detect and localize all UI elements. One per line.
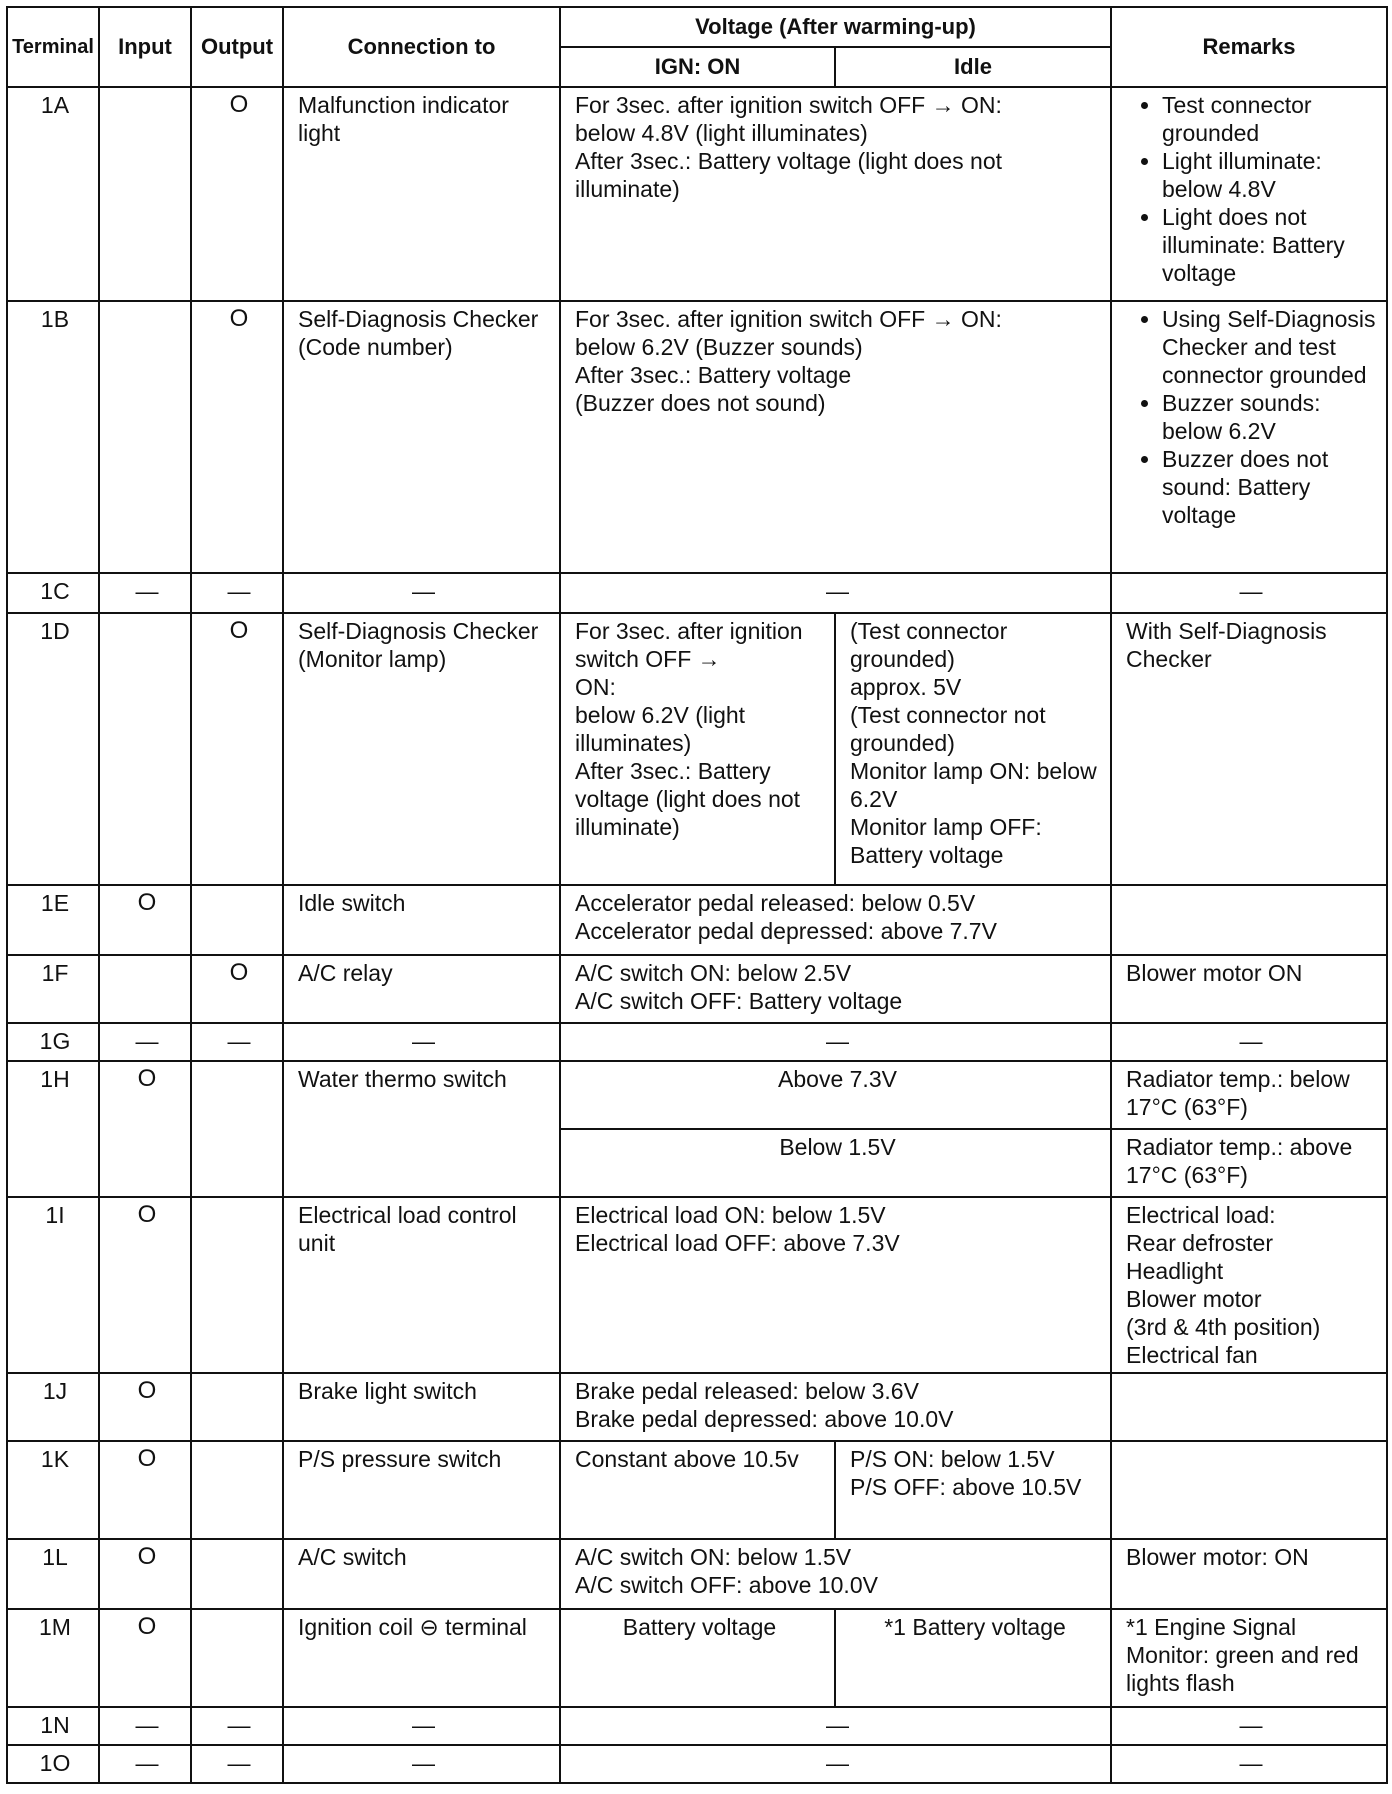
terminal-cell: 1G [7, 1023, 99, 1061]
remarks-dash: — [1111, 1745, 1387, 1783]
voltage-cell: Brake pedal released: below 3.6V Brake pedal depressed: above 10.0V [560, 1373, 1111, 1441]
header-connection: Connection to [283, 7, 560, 87]
terminal-cell: 1D [7, 613, 99, 885]
table-row [7, 955, 1387, 1023]
voltage-cell: Above 7.3V [560, 1061, 1111, 1129]
table-row [7, 301, 1387, 573]
idle-cell: (Test connector grounded) approx. 5V (Test connector not grounded) Monitor lamp ON: below 6.2V Monitor lamp OFF: Battery voltage [835, 613, 1111, 885]
voltage-cell: Below 1.5V [560, 1129, 1111, 1197]
ign-on-cell: For 3sec. after ignition switch OFF → ON: below 6.2V (light illuminates) After 3sec.: Battery voltage (light does not illuminate) [560, 613, 835, 885]
idle-cell: *1 Battery voltage [835, 1609, 1111, 1707]
output-dash: — [191, 1023, 283, 1061]
terminal-cell: 1B [7, 301, 99, 573]
terminal-cell: 1N [7, 1707, 99, 1745]
output-cell [191, 1539, 283, 1609]
terminal-cell: 1F [7, 955, 99, 1023]
table-row [7, 1197, 1387, 1373]
output-mark: O [191, 613, 283, 885]
input-mark: O [99, 1061, 191, 1197]
voltage-cell: A/C switch ON: below 2.5V A/C switch OFF: Battery voltage [560, 955, 1111, 1023]
table-row [7, 1609, 1387, 1707]
connection-dash: — [283, 1707, 560, 1745]
output-cell [191, 885, 283, 955]
connection-dash: — [283, 1023, 560, 1061]
remarks-dash: — [1111, 1707, 1387, 1745]
header-ign-on: IGN: ON [560, 47, 835, 87]
table-row [7, 87, 1387, 301]
remarks-cell [1111, 885, 1387, 955]
output-mark: O [191, 955, 283, 1023]
table-row [7, 1745, 1387, 1783]
remarks-cell: Blower motor ON [1111, 955, 1387, 1023]
table-row [7, 1373, 1387, 1441]
remarks-cell [1111, 1373, 1387, 1441]
remarks-cell: *1 Engine Signal Monitor: green and red lights flash [1111, 1609, 1387, 1707]
table-row [7, 1707, 1387, 1745]
header-input: Input [99, 7, 191, 87]
output-cell [191, 1609, 283, 1707]
input-dash: — [99, 1707, 191, 1745]
voltage-cell: A/C switch ON: below 1.5V A/C switch OFF: above 10.0V [560, 1539, 1111, 1609]
terminal-cell: 1I [7, 1197, 99, 1373]
terminal-cell: 1A [7, 87, 99, 301]
connection-cell: P/S pressure switch [283, 1441, 560, 1539]
output-cell [191, 1373, 283, 1441]
header-output: Output [191, 7, 283, 87]
table-row [7, 885, 1387, 955]
connection-cell: Self-Diagnosis Checker (Code number) [283, 301, 560, 573]
connection-dash: — [283, 573, 560, 613]
remarks-cell: Electrical load: Rear defroster Headlight Blower motor (3rd & 4th position) Electrical fan [1111, 1197, 1387, 1373]
header-voltage-group: Voltage (After warming-up) [560, 7, 1111, 47]
output-cell [191, 1441, 283, 1539]
connection-cell: Ignition coil ⊖ terminal [283, 1609, 560, 1707]
input-dash: — [99, 1745, 191, 1783]
terminal-cell: 1L [7, 1539, 99, 1609]
input-mark: O [99, 1373, 191, 1441]
table-row [7, 1441, 1387, 1539]
connection-cell: Self-Diagnosis Checker (Monitor lamp) [283, 613, 560, 885]
input-dash: — [99, 1023, 191, 1061]
input-cell [99, 301, 191, 573]
output-mark: O [191, 301, 283, 573]
connection-cell: A/C relay [283, 955, 560, 1023]
input-cell [99, 87, 191, 301]
remarks-cell: • Test connector grounded • Light illuminate: below 4.8V • Light does not illuminate: Battery voltage [1111, 87, 1387, 301]
voltage-cell: For 3sec. after ignition switch OFF → ON: below 4.8V (light illuminates) After 3sec.: Battery voltage (light does not illuminate) [560, 87, 1111, 301]
voltage-cell: Electrical load ON: below 1.5V Electrical load OFF: above 7.3V [560, 1197, 1111, 1373]
table-row [7, 573, 1387, 613]
input-mark: O [99, 1441, 191, 1539]
connection-cell: Water thermo switch [283, 1061, 560, 1197]
remarks-cell [1111, 1441, 1387, 1539]
idle-cell: P/S ON: below 1.5V P/S OFF: above 10.5V [835, 1441, 1111, 1539]
terminal-cell: 1J [7, 1373, 99, 1441]
input-cell [99, 955, 191, 1023]
output-dash: — [191, 573, 283, 613]
input-dash: — [99, 573, 191, 613]
terminal-cell: 1C [7, 573, 99, 613]
terminal-cell: 1E [7, 885, 99, 955]
input-mark: O [99, 1197, 191, 1373]
output-cell [191, 1061, 283, 1197]
connection-cell: Idle switch [283, 885, 560, 955]
input-mark: O [99, 1539, 191, 1609]
terminal-cell: 1O [7, 1745, 99, 1783]
remarks-cell: Radiator temp.: above 17°C (63°F) [1111, 1129, 1387, 1197]
voltage-cell: For 3sec. after ignition switch OFF → ON: below 6.2V (Buzzer sounds) After 3sec.: Battery voltage (Buzzer does not sound) [560, 301, 1111, 573]
header-terminal: Terminal [7, 7, 99, 87]
table-row [7, 1023, 1387, 1061]
terminal-cell: 1H [7, 1061, 99, 1197]
connection-cell: A/C switch [283, 1539, 560, 1609]
remarks-dash: — [1111, 1023, 1387, 1061]
table-row [7, 1061, 1387, 1129]
voltage-dash: — [560, 1745, 1111, 1783]
connection-cell: Malfunction indicator light [283, 87, 560, 301]
input-cell [99, 613, 191, 885]
header-remarks: Remarks [1111, 7, 1387, 87]
remarks-cell: Radiator temp.: below 17°C (63°F) [1111, 1061, 1387, 1129]
connection-cell: Brake light switch [283, 1373, 560, 1441]
ign-on-cell: Constant above 10.5v [560, 1441, 835, 1539]
remarks-cell: Blower motor: ON [1111, 1539, 1387, 1609]
input-mark: O [99, 885, 191, 955]
terminal-cell: 1M [7, 1609, 99, 1707]
remarks-cell: • Using Self-Diagnosis Checker and test connector grounded • Buzzer sounds: below 6.2V • Buzzer does not sound: Battery voltage [1111, 301, 1387, 573]
connection-cell: Electrical load control unit [283, 1197, 560, 1373]
terminal-voltage-table [6, 6, 1388, 1784]
ign-on-cell: Battery voltage [560, 1609, 835, 1707]
table-row [7, 1539, 1387, 1609]
terminal-cell: 1K [7, 1441, 99, 1539]
output-cell [191, 1197, 283, 1373]
voltage-dash: — [560, 1023, 1111, 1061]
voltage-dash: — [560, 1707, 1111, 1745]
output-mark: O [191, 87, 283, 301]
remarks-dash: — [1111, 573, 1387, 613]
output-dash: — [191, 1707, 283, 1745]
remarks-cell: With Self-Diagnosis Checker [1111, 613, 1387, 885]
input-mark: O [99, 1609, 191, 1707]
voltage-dash: — [560, 573, 1111, 613]
table-row [7, 613, 1387, 885]
output-dash: — [191, 1745, 283, 1783]
voltage-cell: Accelerator pedal released: below 0.5V Accelerator pedal depressed: above 7.7V [560, 885, 1111, 955]
connection-dash: — [283, 1745, 560, 1783]
header-idle: Idle [835, 47, 1111, 87]
